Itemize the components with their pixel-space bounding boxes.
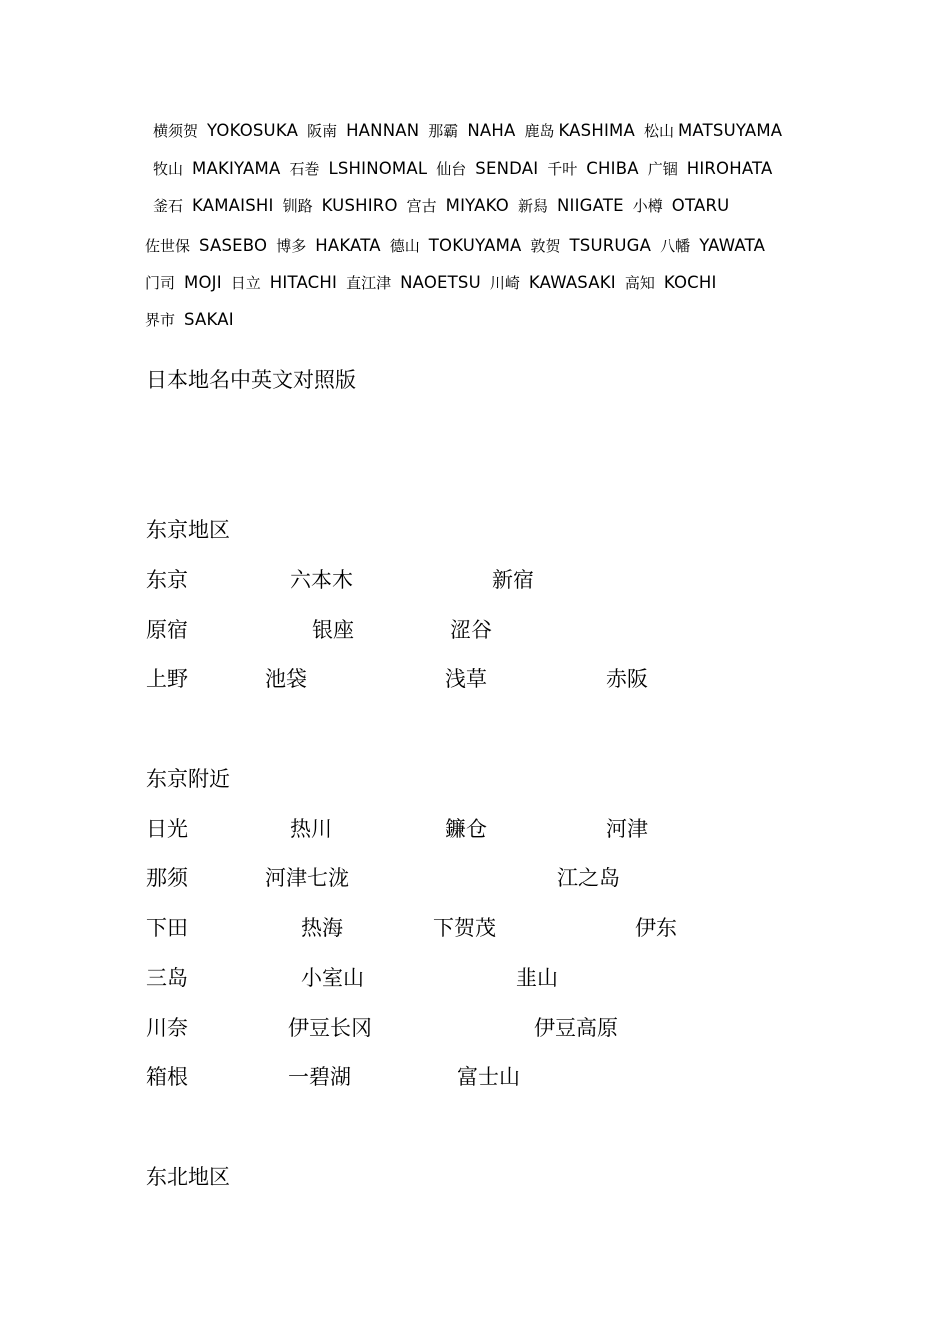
port-name-cn: 直江津 [346, 274, 392, 292]
port-name-cn: 仙台 [436, 160, 467, 178]
place-name: 富士山 [457, 1065, 520, 1089]
section-heading-tohoku: 东北地区 [146, 1165, 230, 1189]
port-name-en: YAWATA [699, 236, 766, 255]
port-line-3 [153, 195, 738, 217]
port-name-en: HITACHI [269, 273, 338, 292]
port-name-cn: 八幡 [660, 237, 691, 255]
port-line-1 [153, 120, 791, 142]
port-name-cn: 佐世保 [145, 237, 191, 255]
port-name-cn: 釜石 [153, 197, 184, 215]
port-name-en: HAKATA [315, 236, 381, 255]
place-name: 伊豆高原 [534, 1016, 618, 1040]
port-name-en: NAOETSU [400, 273, 481, 292]
place-name: 热川 [290, 817, 332, 841]
port-name-cn: 阪南 [307, 122, 338, 140]
port-name-cn: 门司 [145, 274, 176, 292]
place-name: 涩谷 [450, 618, 492, 642]
place-name: 上野 [146, 667, 188, 691]
port-name-cn: 宫古 [406, 197, 437, 215]
port-name-en: MIYAKO [445, 196, 509, 215]
port-name-cn: 广锢 [647, 160, 678, 178]
place-name: 下田 [146, 916, 188, 940]
place-name: 箱根 [146, 1065, 188, 1089]
place-name: 原宿 [146, 618, 188, 642]
port-name-en: OTARU [671, 196, 730, 215]
port-name-cn: 日立 [230, 274, 261, 292]
port-name-en: TOKUYAMA [428, 236, 522, 255]
port-line-4 [145, 235, 774, 257]
port-name-en: KOCHI [663, 273, 717, 292]
port-name-cn: 界市 [145, 311, 176, 329]
place-name: 小室山 [301, 966, 364, 990]
port-name-cn: 高知 [624, 274, 655, 292]
port-name-en: YOKOSUKA [207, 121, 299, 140]
port-name-en: SENDAI [475, 159, 539, 178]
place-name: 六本木 [290, 568, 353, 592]
place-name: 浅草 [445, 667, 487, 691]
port-name-en: KAMAISHI [192, 196, 274, 215]
port-name-en: HIROHATA [686, 159, 773, 178]
port-name-cn: 德山 [389, 237, 420, 255]
place-name: 河津 [606, 817, 648, 841]
place-name: 韭山 [516, 966, 558, 990]
section-heading-near-tokyo: 东京附近 [146, 767, 230, 791]
port-name-cn: 千叶 [547, 160, 578, 178]
place-name: 三岛 [146, 966, 188, 990]
place-name: 赤阪 [606, 667, 648, 691]
place-name: 日光 [146, 817, 188, 841]
port-name-en: MOJI [184, 273, 222, 292]
port-name-en: SASEBO [199, 236, 268, 255]
place-name: 银座 [312, 618, 354, 642]
document-title: 日本地名中英文对照版 [146, 368, 356, 392]
place-name: 东京 [146, 568, 188, 592]
place-name: 下贺茂 [433, 916, 496, 940]
place-name: 伊豆长冈 [288, 1016, 372, 1040]
port-name-cn: 横须贺 [153, 122, 199, 140]
port-name-cn: 石巻 [289, 160, 320, 178]
port-name-cn: 敦贺 [530, 237, 561, 255]
port-name-cn: 小樽 [632, 197, 663, 215]
port-name-cn: 松山 [643, 122, 674, 140]
place-name: 一碧湖 [288, 1065, 351, 1089]
port-name-en: KUSHIRO [321, 196, 398, 215]
port-name-en: KAWASAKI [528, 273, 616, 292]
port-name-cn: 博多 [276, 237, 307, 255]
port-name-cn: 新舄 [517, 197, 548, 215]
place-name: 河津七泷 [265, 866, 349, 890]
place-name: 新宿 [492, 568, 534, 592]
port-line-5 [145, 272, 726, 294]
place-name: 伊东 [635, 916, 677, 940]
port-name-cn: 那霸 [428, 122, 459, 140]
port-name-cn: 川崎 [489, 274, 520, 292]
port-name-en: NAHA [467, 121, 516, 140]
port-line-2 [153, 158, 782, 180]
place-name: 池袋 [265, 667, 307, 691]
place-name: 江之岛 [557, 866, 620, 890]
place-name: 川奈 [146, 1016, 188, 1040]
port-name-en: HANNAN [346, 121, 420, 140]
port-name-en: MAKIYAMA [192, 159, 281, 178]
place-name: 那须 [146, 866, 188, 890]
port-name-cn: 鹿岛 [524, 122, 555, 140]
port-name-en: SAKAI [184, 310, 234, 329]
port-name-en: MATSUYAMA [677, 121, 783, 140]
section-heading-tokyo: 东京地区 [146, 518, 230, 542]
port-name-cn: 牧山 [153, 160, 184, 178]
place-name: 鐮仓 [445, 817, 487, 841]
port-name-en: LSHINOMAL [328, 159, 428, 178]
port-name-en: TSURUGA [569, 236, 652, 255]
port-line-6 [145, 309, 243, 331]
place-name: 热海 [301, 916, 343, 940]
port-name-en: CHIBA [586, 159, 639, 178]
port-name-en: NIIGATE [556, 196, 624, 215]
port-name-cn: 钏路 [282, 197, 313, 215]
port-name-en: KASHIMA [558, 121, 635, 140]
